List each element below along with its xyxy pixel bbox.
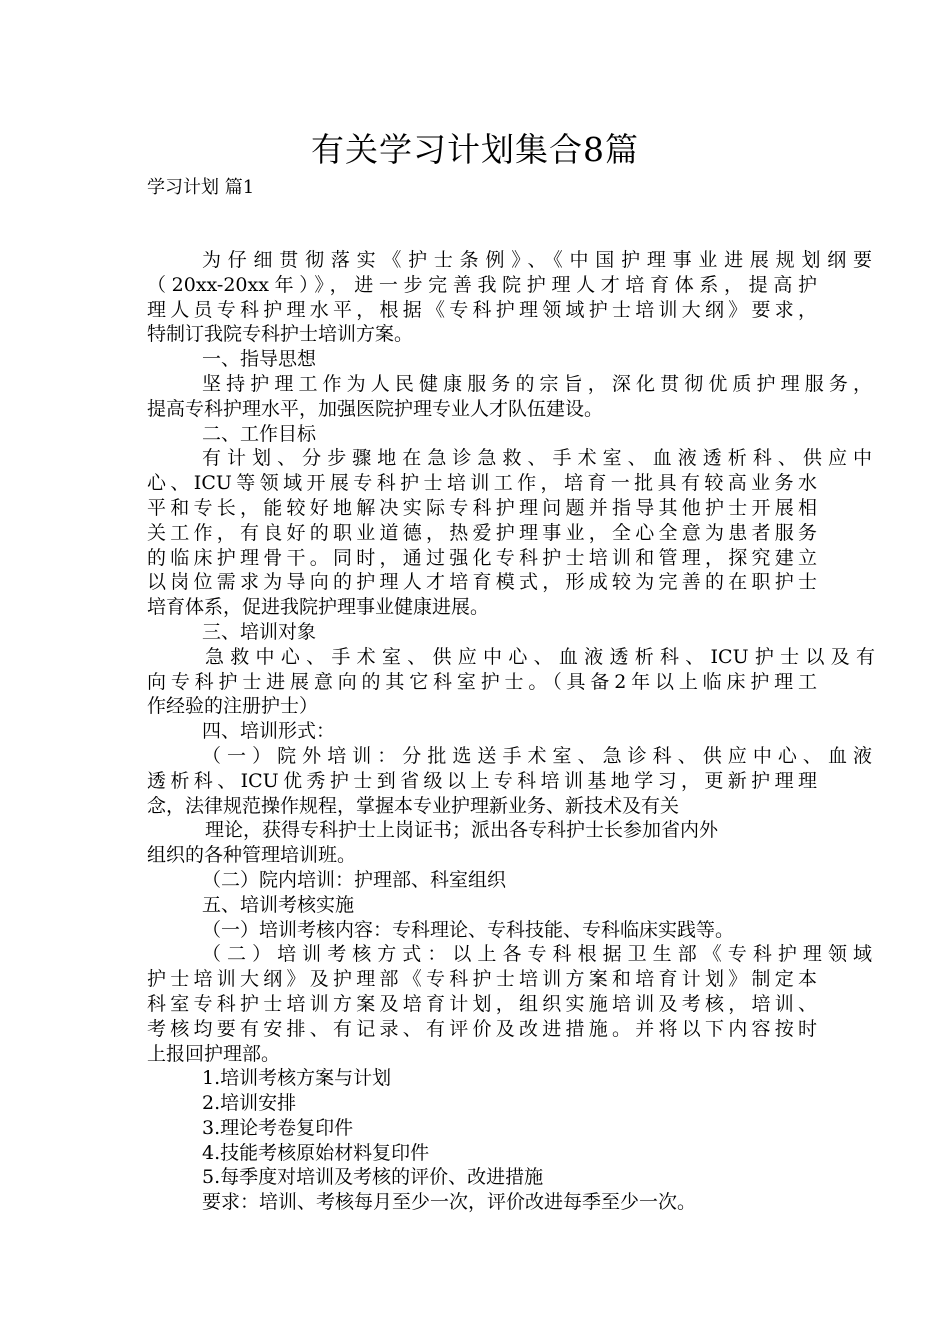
paragraph-line: 关工作，有良好的职业道德，热爱护理事业，全心全意为患者服务: [147, 521, 817, 544]
paragraph-line: 要求：培训、考核每月至少一次，评价改进每季至少一次。: [202, 1191, 697, 1214]
paragraph-line: 理人员专科护理水平，根据《专科护理领域护士培训大纲》要求，: [147, 298, 817, 321]
paragraph-line: （一）培训考核内容：专科理论、专科技能、专科临床实践等。: [202, 918, 735, 941]
section-heading: 四、培训形式：: [202, 720, 336, 743]
document-title: 有关学习计划集合8篇: [311, 130, 639, 169]
list-item: 1.培训考核方案与计划: [202, 1067, 392, 1090]
section-heading: 二、工作目标: [202, 422, 317, 445]
list-item: 3.理论考卷复印件: [202, 1116, 354, 1139]
paragraph-line: 念，法律规范操作规程，掌握本专业护理新业务、新技术及有关: [147, 794, 680, 817]
paragraph-line: （一）院外培训：分批选送手术室、急诊科、供应中心、血液: [202, 744, 872, 767]
paragraph-line: 透析科、ICU优秀护士到省级以上专科培训基地学习，更新护理理: [147, 769, 817, 792]
paragraph-line: 护士培训大纲》及护理部《专科护士培训方案和培育计划》制定本: [147, 968, 817, 991]
paragraph-line: 的临床护理骨干。同时，通过强化专科护士培训和管理，探究建立: [147, 546, 817, 569]
list-item: 4.技能考核原始材料复印件: [202, 1141, 430, 1164]
paragraph-line: 为仔细贯彻落实《护士条例》、《中国护理事业进展规划纲要: [202, 249, 872, 271]
section-heading: 三、培训对象: [202, 620, 317, 643]
paragraph-line: 坚持护理工作为人民健康服务的宗旨，深化贯彻优质护理服务，: [202, 372, 872, 395]
paragraph-line: 科室专科护士培训方案及培育计划，组织实施培训及考核，培训、: [147, 992, 817, 1015]
paragraph-line: 考核均要有安排、有记录、有评价及改进措施。并将以下内容按时: [147, 1017, 817, 1040]
paragraph-line: 理论，获得专科护士上岗证书；派出各专科护士长参加省内外: [205, 819, 719, 842]
section-heading: 学习计划 篇1: [147, 177, 255, 198]
paragraph-line: 有计划、分步骤地在急诊急救、手术室、血液透析科、供应中: [202, 447, 872, 470]
list-item: 5.每季度对培训及考核的评价、改进措施: [202, 1166, 544, 1189]
paragraph-line: 组织的各种管理培训班。: [147, 844, 357, 867]
paragraph-line: （二）院内培训：护理部、科室组织: [202, 868, 507, 891]
paragraph-line: 急救中心、手术室、供应中心、血液透析科、ICU护士以及有: [205, 645, 875, 668]
paragraph-line: （二）培训考核方式：以上各专科根据卫生部《专科护理领域: [202, 943, 872, 966]
section-heading: 五、培训考核实施: [202, 893, 355, 916]
document-body: [147, 248, 875, 1215]
paragraph-line: 作经验的注册护士）: [147, 695, 319, 718]
paragraph-line: 平和专长，能较好地解决实际专科护理问题并指导其他护士开展相: [147, 496, 817, 519]
paragraph-line: 提高专科护理水平，加强医院护理专业人才队伍建设。: [147, 397, 604, 420]
paragraph-line: 心、ICU等领域开展专科护士培训工作，培育一批具有较高业务水: [147, 472, 817, 495]
paragraph-line: 特制订我院专科护士培训方案。: [147, 323, 414, 346]
paragraph-line: 以岗位需求为导向的护理人才培育模式，形成较为完善的在职护士: [147, 571, 817, 594]
list-item: 2.培训安排: [202, 1092, 297, 1115]
paragraph-line: （20xx-20xx年）》，进一步完善我院护理人才培育体系，提高护: [147, 273, 817, 296]
paragraph-line: 向专科护士进展意向的其它科室护士。（具备2年以上临床护理工: [147, 670, 817, 693]
paragraph-line: 上报回护理部。: [147, 1042, 281, 1065]
paragraph-line: 培育体系，促进我院护理事业健康进展。: [147, 596, 490, 619]
section-heading: 一、指导思想: [202, 348, 317, 371]
